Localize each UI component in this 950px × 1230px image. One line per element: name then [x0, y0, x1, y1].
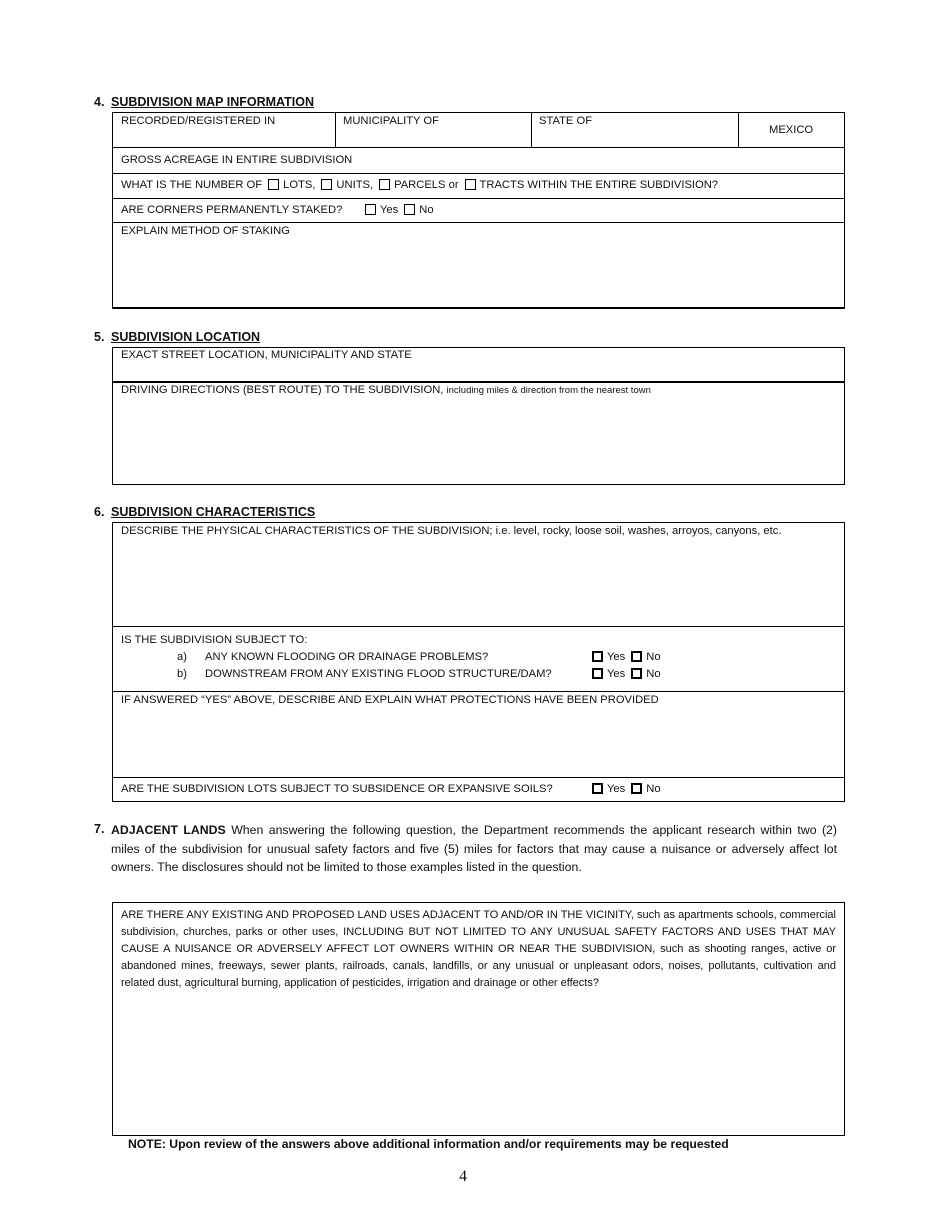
parcels-checkbox[interactable] [379, 179, 390, 190]
gross-acreage-field[interactable]: GROSS ACREAGE IN ENTIRE SUBDIVISION [113, 148, 844, 174]
subject-to-row: IS THE SUBDIVISION SUBJECT TO: a) ANY KNOWN FLOODING OR DRAINAGE PROBLEMS? Yes No b) DOWNSTREAM FROM ANY EXISTING FLOOD STRUCTURE/DAM? Yes No [113, 627, 844, 692]
units-checkbox[interactable] [321, 179, 332, 190]
section-7-intro: ADJACENT LANDS When answering the following question, the Department recommends the applicant research within two (2) miles of the subdivision for unusual safety factors and five (5) miles for factors that may cause a nuisance or adversely affect lot owners. The disclosures should not be limited to those examples listed in the question. [111, 823, 837, 875]
section-4-table [112, 112, 845, 309]
corners-yes-checkbox[interactable] [365, 204, 376, 215]
corners-row: ARE CORNERS PERMANENTLY STAKED? Yes No [113, 199, 844, 223]
section-4-title: 4. SUBDIVISION MAP INFORMATION [94, 95, 315, 109]
section-6-table [112, 522, 845, 802]
section-5-title: 5. SUBDIVISION LOCATION [94, 330, 261, 344]
number-of-row: WHAT IS THE NUMBER OF LOTS, UNITS, PARCELS or TRACTS WITHIN THE ENTIRE SUBDIVISION? [113, 174, 844, 199]
section-7-number: 7. [94, 822, 105, 836]
note: NOTE: Upon review of the answers above additional information and/or requirements may be requested [128, 1137, 729, 1151]
flooding-yes-checkbox[interactable] [592, 651, 603, 662]
exact-location-field[interactable]: EXACT STREET LOCATION, MUNICIPALITY AND STATE [113, 348, 844, 383]
physical-characteristics-field[interactable]: DESCRIBE THE PHYSICAL CHARACTERISTICS OF THE SUBDIVISION; i.e. level, rocky, loose soil, washes, arroyos, canyons, etc. [113, 523, 844, 627]
driving-directions-field[interactable]: DRIVING DIRECTIONS (BEST ROUTE) TO THE SUBDIVISION, including miles & direction from the nearest town [121, 384, 651, 396]
page-number: 4 [459, 1168, 467, 1185]
adjacent-lands-field[interactable] [112, 902, 845, 1136]
adjacent-lands-question: ARE THERE ANY EXISTING AND PROPOSED LAND USES ADJACENT TO AND/OR IN THE VICINITY, such as apartments schools, commercial subdivision, churches, parks or other uses, INCLUDING BUT NOT LIMITED TO ANY UNUSUAL SAFETY FACTORS AND USES THAT MAY CAUSE A NUISANCE OR ADVERSELY AFFECT LOT OWNERS WITHIN OR NEAR THE SUBDIVISION, such as shooting ranges, active or abandoned mines, freeways, sewer plants, railroads, canals, landfills, or any unusual or unpleasant odors, noises, pollutants, cultivation and related dust, agricultural burning, application of pesticides, irrigation and drainage or other effects? [121, 909, 836, 989]
subsidence-no-checkbox[interactable] [631, 783, 642, 794]
section-5-table [112, 347, 845, 485]
municipality-field[interactable]: MUNICIPALITY OF [335, 113, 532, 147]
lots-checkbox[interactable] [268, 179, 279, 190]
dam-no-checkbox[interactable] [631, 668, 642, 679]
recorded-row [113, 113, 844, 148]
flooding-no-checkbox[interactable] [631, 651, 642, 662]
state-field[interactable]: STATE OF [531, 113, 739, 147]
corners-no-checkbox[interactable] [404, 204, 415, 215]
subsidence-yes-checkbox[interactable] [592, 783, 603, 794]
recorded-field[interactable]: RECORDED/REGISTERED IN [113, 113, 336, 147]
tracts-checkbox[interactable] [465, 179, 476, 190]
staking-method-field[interactable]: EXPLAIN METHOD OF STAKING [121, 225, 290, 237]
section-6-title: 6. SUBDIVISION CHARACTERISTICS [94, 505, 316, 519]
subsidence-row: ARE THE SUBDIVISION LOTS SUBJECT TO SUBSIDENCE OR EXPANSIVE SOILS? Yes No [121, 783, 661, 795]
mexico-label: MEXICO [769, 124, 814, 136]
dam-yes-checkbox[interactable] [592, 668, 603, 679]
section-7-title: ADJACENT LANDS [111, 823, 226, 837]
protections-field[interactable]: IF ANSWERED “YES” ABOVE, DESCRIBE AND EXPLAIN WHAT PROTECTIONS HAVE BEEN PROVIDED [113, 692, 844, 778]
